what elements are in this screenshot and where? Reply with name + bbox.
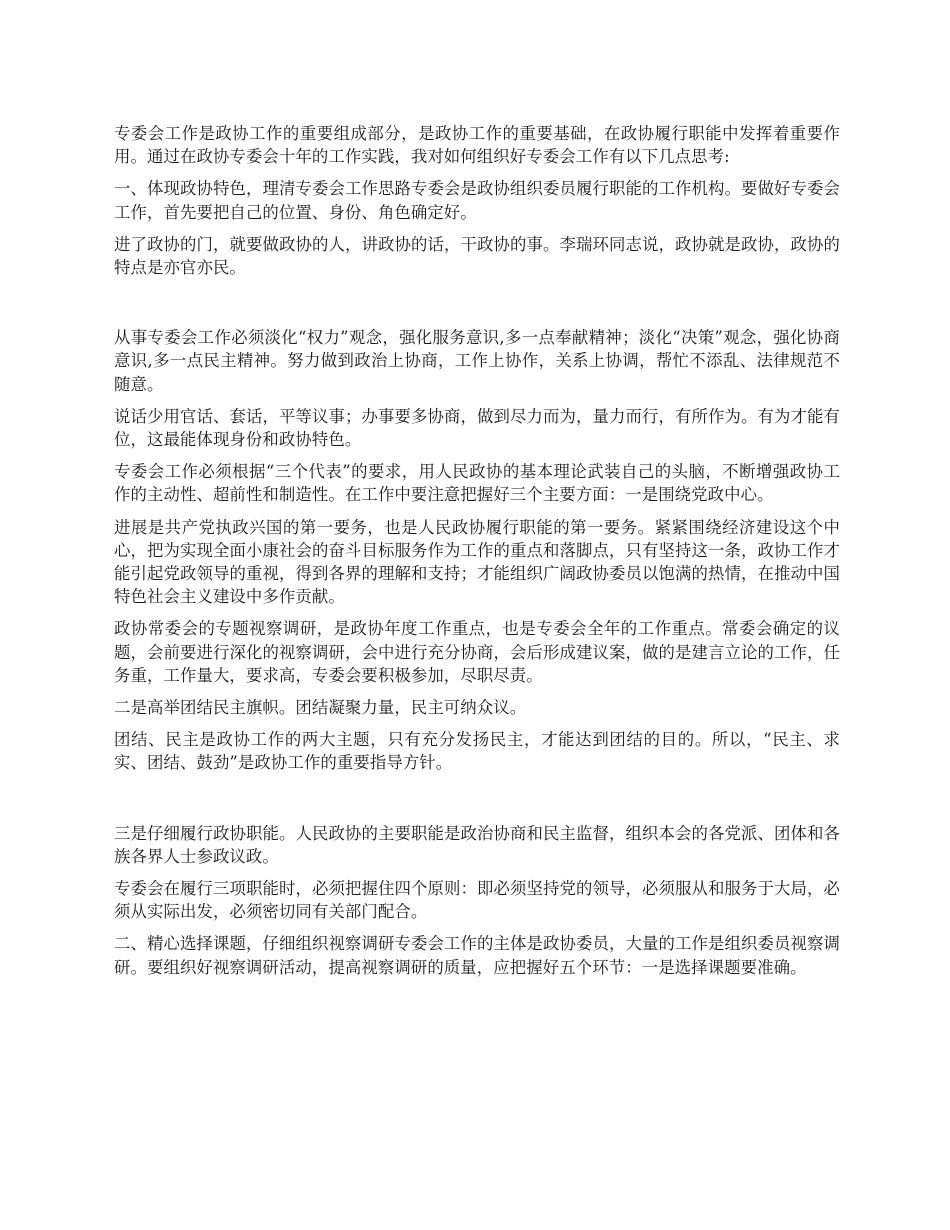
paragraph-13: 二、精心选择课题，仔细组织视察调研专委会工作的主体是政协委员，大量的工作是组织委员视察调研。要组织好视察调研活动，提高视察调研的质量，应把握好五个环节：一是选择课题要准确。 xyxy=(114,934,840,977)
paragraph-12: 专委会在履行三项职能时，必须把握住四个原则：即必须坚持党的领导，必须服从和服务于大局，必须从实际出发，必须密切同有关部门配合。 xyxy=(114,879,840,922)
paragraph-gap xyxy=(114,288,840,326)
paragraph-11: 三是仔细履行政协职能。人民政协的主要职能是政治协商和民主监督，组织本会的各党派、团体和各族各界人士参政议政。 xyxy=(114,823,840,866)
paragraph-8: 政协常委会的专题视察调研，是政协年度工作重点，也是专委会全年的工作重点。常委会确定的议题，会前要进行深化的视察调研，会中进行充分协商，会后形成建议案，做的是建言立论的工作，任务重，工作量大，要求高，专委会要积极参加，尽职尽责。 xyxy=(114,619,840,685)
paragraph-5: 说话少用官话、套话，平等议事；办事要多协商，做到尽力而为，量力而行，有所作为。有为才能有位，这最能体现身份和政协特色。 xyxy=(114,406,840,450)
paragraph-9: 二是高举团结民主旗帜。团结凝聚力量，民主可纳众议。 xyxy=(114,698,527,718)
paragraph-10: 团结、民主是政协工作的两大主题，只有充分发扬民主，才能达到团结的目的。所以，“民主、求实、团结、鼓劲”是政协工作的重要指导方针。 xyxy=(114,730,840,773)
paragraph-1: 专委会工作是政协工作的重要组成部分，是政协工作的重要基础，在政协履行职能中发挥着重要作用。通过在政协专委会十年的工作实践，我对如何组织好专委会工作有以下几点思考: xyxy=(114,124,840,167)
paragraph-7: 进展是共产党执政兴国的第一要务，也是人民政协履行职能的第一要务。紧紧围绕经济建设这个中心，把为实现全面小康社会的奋斗目标服务作为工作的重点和落脚点，只有坚持这一条，政协工作才能引起党政领导的重视，得到各界的理解和支持；才能组织广阔政协委员以饱满的热情，在推动中国特色社会主义建设中多作贡献。 xyxy=(114,517,840,607)
paragraph-6: 专委会工作必须根据“三个代表”的要求，用人民政协的基本理论武装自己的头脑，不断增强政协工作的主动性、超前性和制造性。在工作中要注意把握好三个主要方面：一是围绕党政中心。 xyxy=(114,462,840,505)
paragraph-4: 从事专委会工作必须淡化“权力”观念，强化服务意识,多一点奉献精神；淡化“决策”观念，强化协商意识,多一点民主精神。努力做到政治上协商，工作上协作，关系上协调，帮忙不添乱、法律规范不随意。 xyxy=(114,328,840,394)
paragraph-3: 进了政协的门，就要做政协的人，讲政协的话，干政协的事。李瑞环同志说，政协就是政协，政协的特点是亦官亦民。 xyxy=(114,234,840,278)
paragraph-gap xyxy=(114,784,840,822)
paragraph-2: 一、体现政协特色，理清专委会工作思路专委会是政协组织委员履行职能的工作机构。要做好专委会工作，首先要把自己的位置、身份、角色确定好。 xyxy=(114,179,840,222)
